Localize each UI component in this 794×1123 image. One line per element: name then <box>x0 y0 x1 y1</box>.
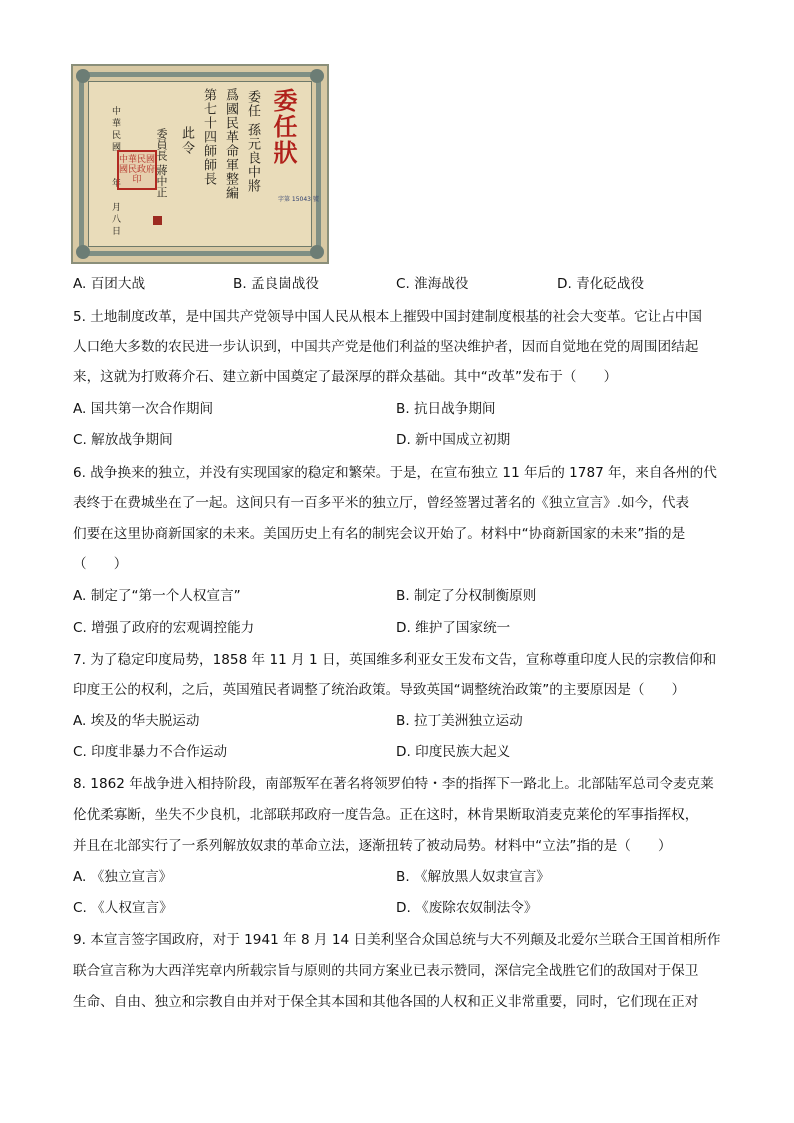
certificate-line: 委任 孫元良中將 <box>245 90 260 194</box>
corner-ornament <box>76 69 90 83</box>
corner-ornament <box>76 245 90 259</box>
certificate-line: 第七十四師師長 <box>201 88 216 186</box>
q9-text-line: 生命、自由、独立和宗教自由并对于保全其本国和其他各国的人权和正义非常重要，同时，它们现在正对 <box>73 994 699 1010</box>
q6-text-line: （ ） <box>73 556 128 572</box>
q6-option-a: A. 制定了“第一个人权宣言” <box>73 588 241 604</box>
q4-option-d: D. 青化砭战役 <box>557 276 645 292</box>
corner-ornament <box>310 245 324 259</box>
q4-option-c: C. 淮海战役 <box>396 276 469 292</box>
q6-text-line: 们要在这里协商新国家的未来。美国历史上有名的制宪会议开始了。材料中“协商新国家的未来”指的是 <box>73 526 686 542</box>
q6-option-d: D. 维护了国家统一 <box>396 620 511 636</box>
q8-text-line: 8. 1862 年战争进入相持阶段，南部叛军在著名将领罗伯特・李的指挥下一路北上。北部陆军总司令麦克莱 <box>73 776 714 792</box>
q7-text-line: 印度王公的权利，之后，英国殖民者调整了统治政策。导致英国“调整统治政策”的主要原因是（ ） <box>73 682 686 698</box>
q8-option-d: D. 《废除农奴制法令》 <box>396 900 538 916</box>
q6-text-line: 6. 战争换来的独立，并没有实现国家的稳定和繁荣。于是，在宣布独立 11 年后的 1787 年，来自各州的代 <box>73 465 717 481</box>
certificate-date: 中華民國 年 月八日 <box>110 106 120 238</box>
q5-option-d: D. 新中国成立初期 <box>396 432 511 448</box>
certificate-title: 委任狀 <box>269 88 298 166</box>
q9-text-line: 9. 本宣言签字国政府，对于 1941 年 8 月 14 日美利坚合众国总统与大不列颠及北爱尔兰联合王国首相所作 <box>73 932 721 948</box>
certificate-serial: 字第 15043 號 <box>278 196 319 203</box>
q5-text-line: 5. 土地制度改革，是中国共产党领导中国人民从根本上摧毁中国封建制度根基的社会大变革。它让占中国 <box>73 309 703 325</box>
q7-option-b: B. 拉丁美洲独立运动 <box>396 713 523 729</box>
q5-option-c: C. 解放战争期间 <box>73 432 173 448</box>
official-seal: 中華民國國民政府印 <box>117 150 157 190</box>
q6-text-line: 表终于在费城坐在了一起。这间只有一百多平米的独立厅，曾经签署过著名的《独立宣言》.如今，代表 <box>73 495 690 511</box>
q5-option-b: B. 抗日战争期间 <box>396 401 496 417</box>
q8-text-line: 并且在北部实行了一系列解放奴隶的革命立法，逐渐扭转了被动局势。材料中“立法”指的是（ ） <box>73 838 672 854</box>
certificate-signer: 委員長 蔣中正 <box>155 128 168 198</box>
q8-option-b: B. 《解放黑人奴隶宣言》 <box>396 869 550 885</box>
q7-option-d: D. 印度民族大起义 <box>396 744 511 760</box>
q5-text-line: 人口绝大多数的农民进一步认识到，中国共产党是他们利益的坚决维护者，因而自觉地在党的周围团结起 <box>73 339 699 355</box>
corner-ornament <box>310 69 324 83</box>
q9-text-line: 联合宣言称为大西洋宪章内所载宗旨与原则的共同方案业已表示赞同，深信完全战胜它们的敌国对于保卫 <box>73 963 699 979</box>
q8-option-c: C. 《人权宣言》 <box>73 900 173 916</box>
certificate-line: 此令 <box>179 126 194 156</box>
q6-option-b: B. 制定了分权制衡原则 <box>396 588 537 604</box>
certificate-line: 爲國民革命軍整編 <box>223 88 238 200</box>
q6-option-c: C. 增强了政府的宏观调控能力 <box>73 620 255 636</box>
q4-option-a: A. 百团大战 <box>73 276 146 292</box>
q7-text-line: 7. 为了稳定印度局势，1858 年 11 月 1 日，英国维多利亚女王发布文告，宣称尊重印度人民的宗教信仰和 <box>73 652 717 668</box>
q5-option-a: A. 国共第一次合作期间 <box>73 401 214 417</box>
q4-option-b: B. 孟良崮战役 <box>233 276 319 292</box>
appointment-certificate-image <box>71 64 329 264</box>
signature-seal <box>153 216 162 225</box>
q7-option-a: A. 埃及的华夫脱运动 <box>73 713 200 729</box>
q8-option-a: A. 《独立宣言》 <box>73 869 173 885</box>
q5-text-line: 来，这就为打败蒋介石、建立新中国奠定了最深厚的群众基础。其中“改革”发布于（ ） <box>73 369 618 385</box>
q7-option-c: C. 印度非暴力不合作运动 <box>73 744 228 760</box>
q8-text-line: 伦优柔寡断，坐失不少良机，北部联邦政府一度告急。正在这时，林肯果断取消麦克莱伦的军事指挥权， <box>73 807 699 823</box>
